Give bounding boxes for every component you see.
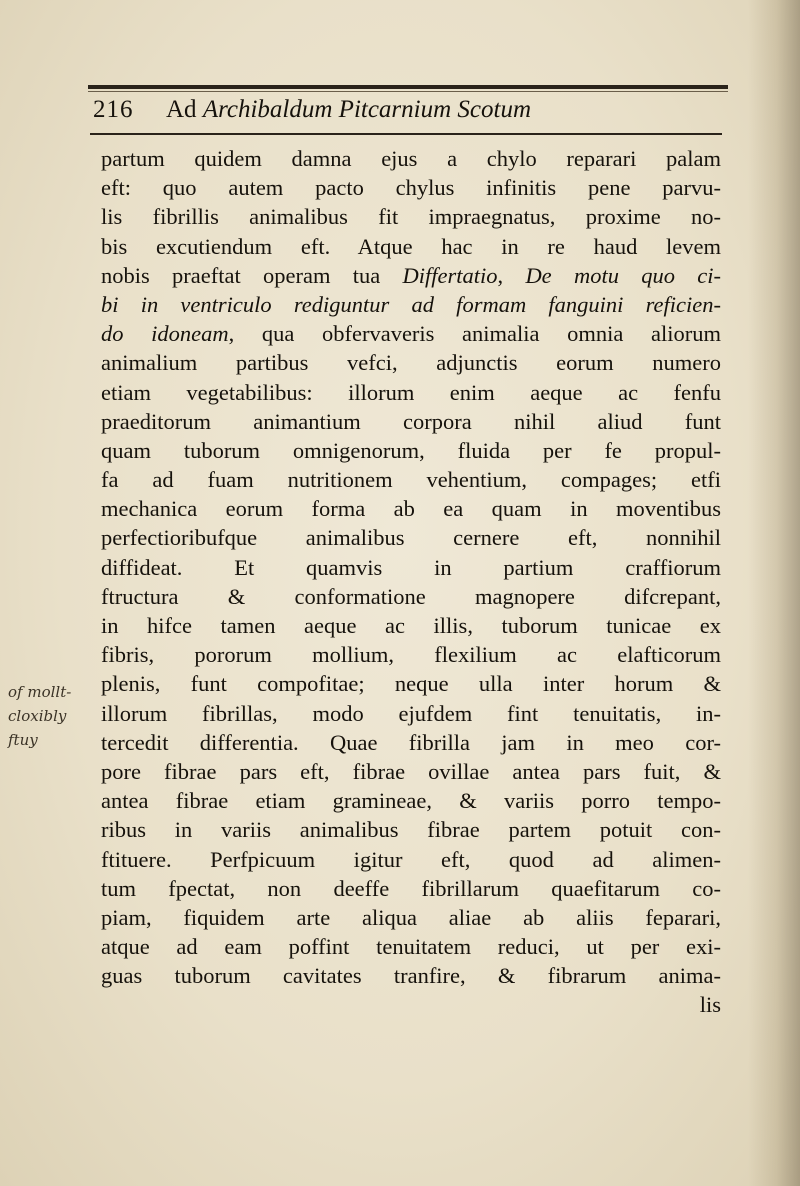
- margin-note-line: of mollt-: [8, 683, 72, 701]
- page-edge-shadow: [748, 0, 800, 1186]
- text-line: [101, 874, 721, 903]
- text-line: [101, 728, 721, 757]
- text-segment: pore fibrae pars eft, fibrae ovillae antea pars fuit, &: [101, 758, 721, 784]
- text-segment: quam tuborum omnigenorum, fluida per fe propul-: [101, 437, 721, 463]
- text-segment: ftructura & conformatione magnopere difcrepant,: [101, 583, 721, 609]
- text-segment: mechanica eorum forma ab ea quam in moventibus: [101, 496, 721, 522]
- text-line: [101, 494, 721, 523]
- text-line: [101, 348, 721, 377]
- text-segment: tercedit differentia. Quae fibrilla jam in meo cor-: [101, 729, 721, 755]
- text-line: [101, 553, 721, 582]
- text-segment: atque ad eam poffint tenuitatem reduci, ut per exi-: [101, 934, 721, 960]
- running-head-title: Archibaldum Pitcarnium Scotum: [202, 96, 532, 123]
- text-line: [101, 932, 721, 961]
- top-border-rule: [88, 85, 728, 89]
- text-segment: De motu quo ci-: [525, 262, 721, 288]
- text-segment: fibris, pororum mollium, flexilium ac elafticorum: [101, 642, 721, 668]
- text-line: [101, 815, 721, 844]
- running-header: [93, 90, 723, 130]
- text-line: [101, 173, 721, 202]
- text-segment: , qua obfervaveris animalia omnia aliorum: [228, 321, 721, 347]
- header-rule: [90, 133, 722, 135]
- text-segment: ribus in variis animalibus fibrae partem potuit con-: [101, 817, 721, 843]
- text-segment: bis excutiendum eft. Atque hac in re haud levem: [101, 233, 721, 259]
- text-line: [101, 786, 721, 815]
- text-line: [101, 436, 721, 465]
- text-line: [101, 232, 721, 261]
- text-segment: partum quidem damna ejus a chylo reparari palam: [101, 146, 721, 171]
- margin-note-line: ftuy: [8, 731, 38, 749]
- text-segment: tum fpectat, non deeffe fibrillarum quaefitarum co-: [101, 875, 721, 901]
- text-segment: eft: quo autem pacto chylus infinitis pene parvu-: [101, 175, 721, 201]
- text-line: [101, 845, 721, 874]
- text-line: [101, 290, 721, 319]
- text-line: [101, 669, 721, 698]
- text-segment: praeditorum animantium corpora nihil aliud funt: [101, 408, 721, 434]
- text-segment: in hifce tamen aeque ac illis, tuborum tunicae ex: [101, 613, 721, 638]
- text-segment: diffideat. Et quamvis in partium craffiorum: [101, 554, 721, 580]
- text-segment: illorum fibrillas, modo ejufdem fint tenuitatis, in-: [101, 700, 721, 726]
- catchword: lis: [699, 992, 721, 1018]
- text-line: [101, 640, 721, 669]
- text-segment: antea fibrae etiam gramineae, & variis porro tempo-: [101, 788, 721, 814]
- text-segment: nobis praeftat operam tua: [101, 262, 403, 288]
- text-line: [101, 582, 721, 611]
- text-line: [101, 378, 721, 407]
- text-segment: animalium partibus vefci, adjunctis eorum numero: [101, 350, 721, 376]
- handwritten-margin-note: [8, 680, 98, 752]
- text-segment: etiam vegetabilibus: illorum enim aeque ac fenfu: [101, 379, 721, 405]
- text-line: [101, 961, 721, 990]
- text-segment: do idoneam: [101, 321, 229, 347]
- text-segment: fa ad fuam nutritionem vehentium, compages; etfi: [101, 467, 721, 493]
- text-segment: plenis, funt compofitae; neque ulla inter horum &: [101, 671, 721, 697]
- text-line: [101, 699, 721, 728]
- text-line: [101, 465, 721, 494]
- text-line: [101, 757, 721, 786]
- page-number: 216: [93, 96, 134, 123]
- text-line: [101, 407, 721, 436]
- text-segment: perfectioribufque animalibus cernere eft, nonnihil: [101, 525, 721, 551]
- body-text: [101, 144, 721, 1020]
- text-line: [101, 611, 721, 640]
- text-line: [101, 202, 721, 231]
- text-line: [101, 319, 721, 348]
- text-line: [101, 261, 721, 290]
- text-line: [101, 144, 721, 173]
- text-line: [101, 903, 721, 932]
- text-segment: Differtatio: [402, 262, 498, 288]
- margin-note-line: cloxibly: [8, 707, 67, 725]
- text-segment: lis fibrillis animalibus fit impraegnatus, proxime no-: [101, 204, 721, 230]
- text-segment: ftituere. Perfpicuum igitur eft, quod ad alimen-: [101, 846, 721, 872]
- text-line: [101, 523, 721, 552]
- running-head-prefix: Ad: [166, 96, 197, 123]
- text-segment: ,: [497, 262, 526, 288]
- text-segment: bi in ventriculo rediguntur ad formam fanguini reficien-: [101, 291, 721, 317]
- text-segment: piam, fiquidem arte aliqua aliae ab aliis feparari,: [101, 904, 721, 930]
- text-segment: guas tuborum cavitates tranfire, & fibrarum anima-: [101, 963, 721, 989]
